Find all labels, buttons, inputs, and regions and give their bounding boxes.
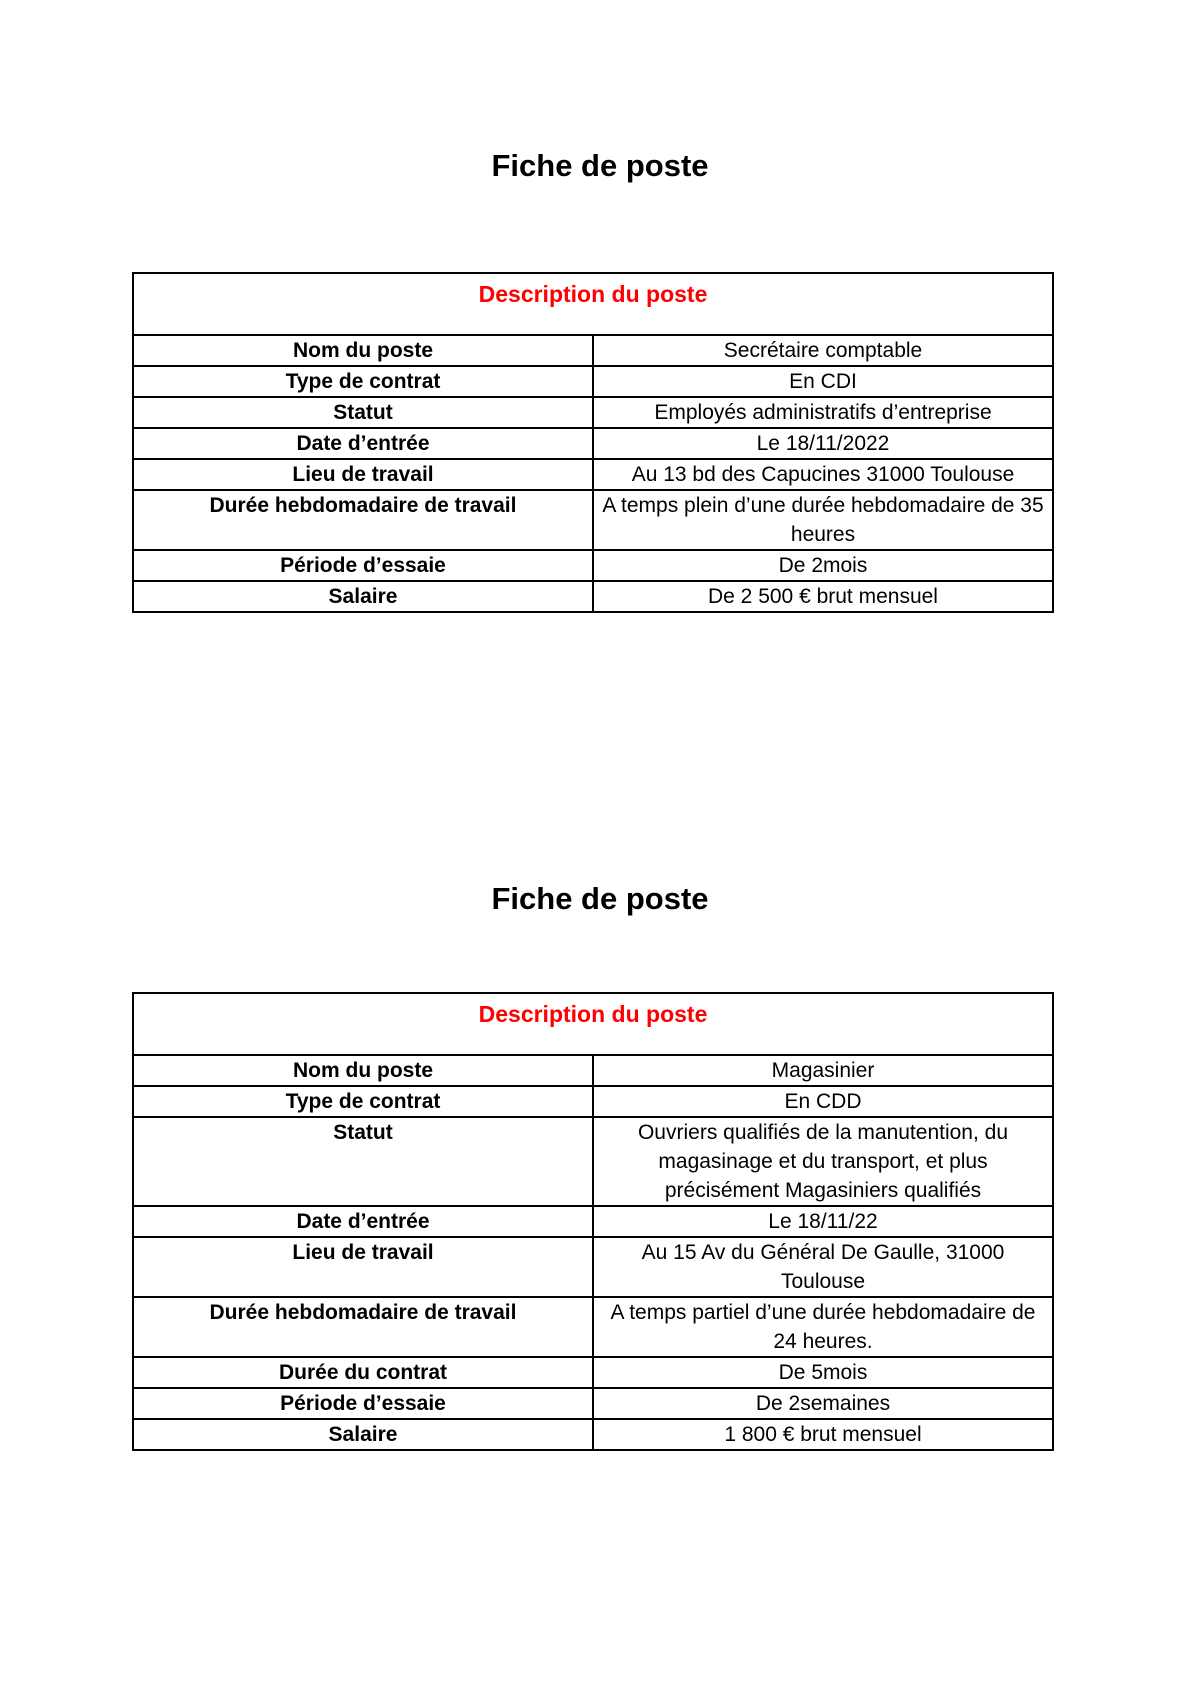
table-row <box>133 366 1053 397</box>
row-value: Employés administratifs d’entreprise <box>593 397 1053 428</box>
row-label: Nom du poste <box>133 335 593 366</box>
table-row <box>133 459 1053 490</box>
row-value: En CDI <box>593 366 1053 397</box>
table-row <box>133 1206 1053 1237</box>
row-value: De 2 500 € brut mensuel <box>593 581 1053 612</box>
row-label: Statut <box>133 1117 593 1206</box>
table-row <box>133 1117 1053 1206</box>
sheet-1-table <box>132 272 1054 613</box>
row-value: A temps plein d’une durée hebdomadaire de 35 heures <box>593 490 1053 550</box>
table-row <box>133 1388 1053 1419</box>
row-value: 1 800 € brut mensuel <box>593 1419 1053 1450</box>
row-label: Type de contrat <box>133 1086 593 1117</box>
table-row <box>133 1237 1053 1297</box>
row-label: Type de contrat <box>133 366 593 397</box>
row-value: Secrétaire comptable <box>593 335 1053 366</box>
table-row <box>133 1086 1053 1117</box>
table-row <box>133 1357 1053 1388</box>
row-label: Salaire <box>133 581 593 612</box>
row-value: De 2mois <box>593 550 1053 581</box>
sheet-1-title: Fiche de poste <box>491 148 709 183</box>
table-row <box>133 335 1053 366</box>
row-label: Nom du poste <box>133 1055 593 1086</box>
table-row <box>133 397 1053 428</box>
row-label: Durée du contrat <box>133 1357 593 1388</box>
row-label: Statut <box>133 397 593 428</box>
table-row <box>133 490 1053 550</box>
table-row <box>133 1055 1053 1086</box>
row-value: A temps partiel d’une durée hebdomadaire de 24 heures. <box>593 1297 1053 1357</box>
row-value: De 2semaines <box>593 1388 1053 1419</box>
table-row <box>133 581 1053 612</box>
row-value: Ouvriers qualifiés de la manutention, du magasinage et du transport, et plus précisément Magasiniers qualifiés <box>593 1117 1053 1206</box>
table-row <box>133 550 1053 581</box>
sheet-2-table <box>132 992 1054 1451</box>
row-value: Magasinier <box>593 1055 1053 1086</box>
row-value: De 5mois <box>593 1357 1053 1388</box>
row-label: Salaire <box>133 1419 593 1450</box>
row-label: Date d’entrée <box>133 428 593 459</box>
row-label: Date d’entrée <box>133 1206 593 1237</box>
row-label: Lieu de travail <box>133 459 593 490</box>
row-label: Période d’essaie <box>133 1388 593 1419</box>
sheet-1-table-header: Description du poste <box>133 273 1053 335</box>
sheet-2-table-header: Description du poste <box>133 993 1053 1055</box>
row-value: Au 13 bd des Capucines 31000 Toulouse <box>593 459 1053 490</box>
row-label: Lieu de travail <box>133 1237 593 1297</box>
row-label: Durée hebdomadaire de travail <box>133 1297 593 1357</box>
row-value: Le 18/11/22 <box>593 1206 1053 1237</box>
row-value: Au 15 Av du Général De Gaulle, 31000 Toulouse <box>593 1237 1053 1297</box>
row-label: Période d’essaie <box>133 550 593 581</box>
row-value: Le 18/11/2022 <box>593 428 1053 459</box>
row-label: Durée hebdomadaire de travail <box>133 490 593 550</box>
sheet-2-title: Fiche de poste <box>491 881 709 916</box>
table-row <box>133 1297 1053 1357</box>
row-value: En CDD <box>593 1086 1053 1117</box>
table-row <box>133 428 1053 459</box>
table-row <box>133 1419 1053 1450</box>
